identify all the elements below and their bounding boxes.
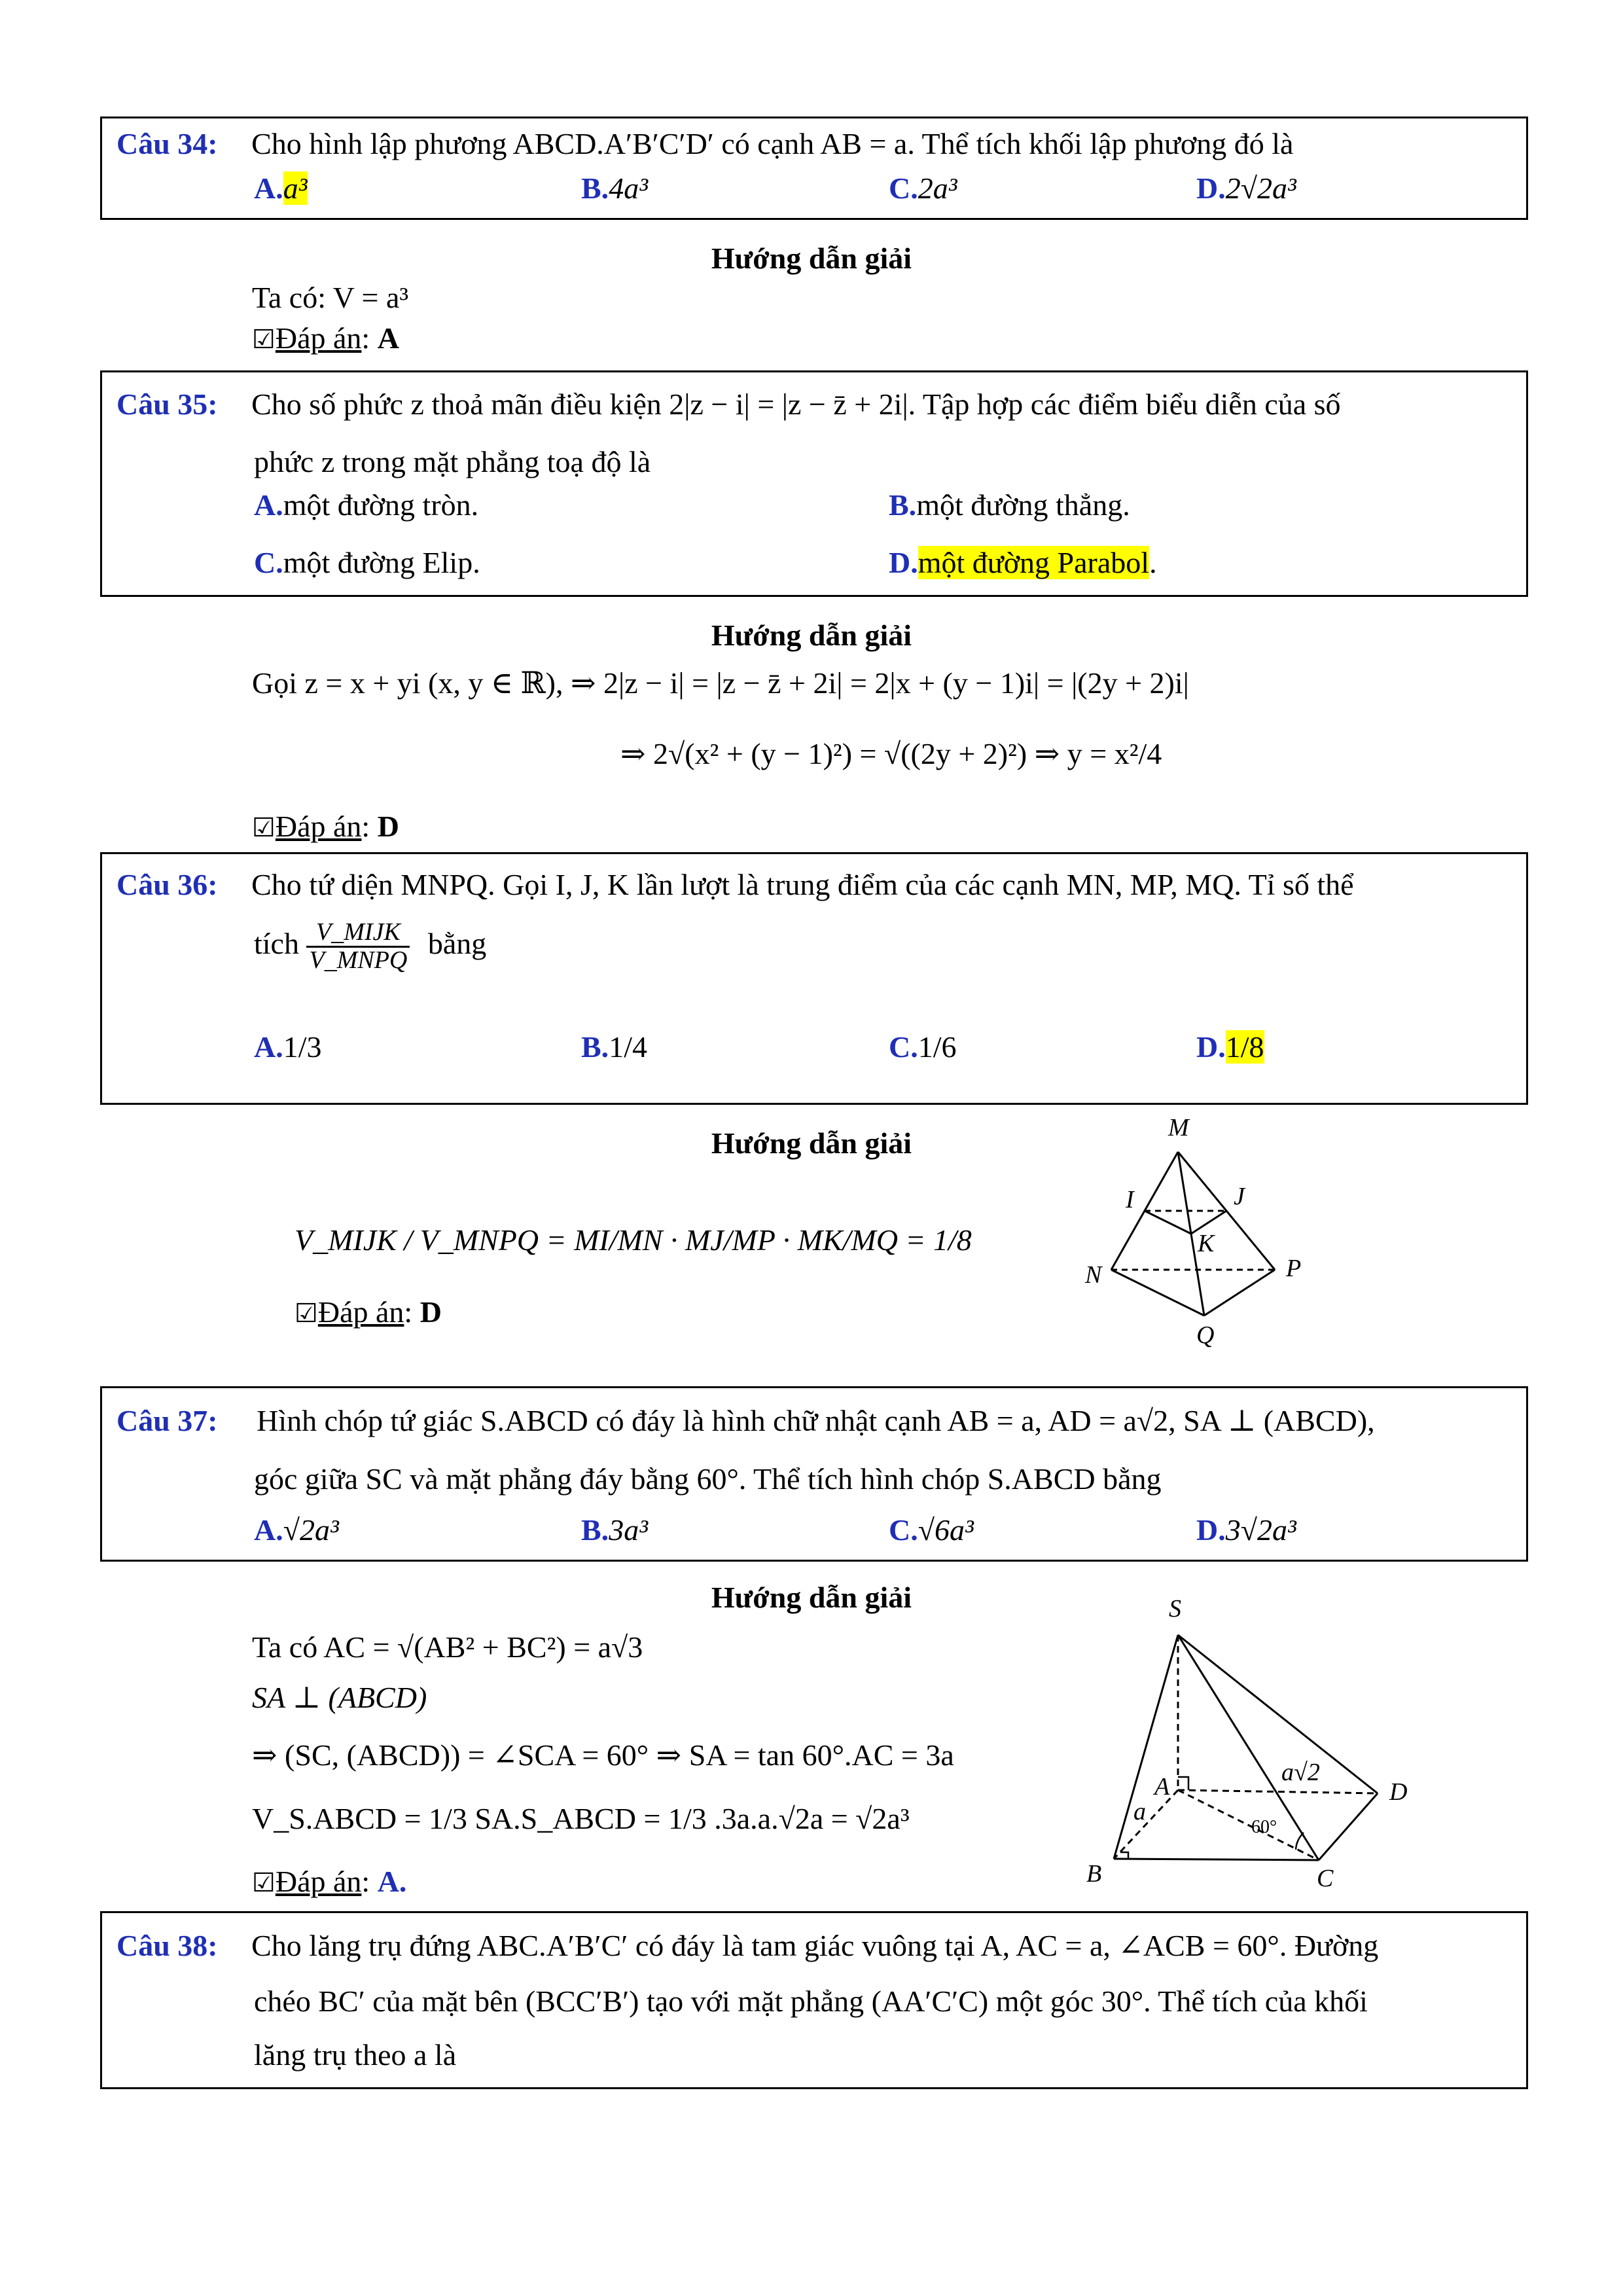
answer-prefix: Đáp án — [275, 321, 362, 355]
question-36-text-1: Cho tứ diện MNPQ. Gọi I, J, K lần lượt là trung điểm của các cạnh MN, MP, MQ. Tỉ số thể — [251, 868, 1354, 901]
q35-answer: ☑Đáp án: D — [252, 810, 399, 843]
q36-answer: ☑Đáp án: D — [294, 1295, 442, 1329]
option-letter: C. — [889, 1030, 918, 1064]
q37-solution-line-4: V_S.ABCD = 1/3 SA.S_ABCD = 1/3 .3a.a.√2a = √2a³ — [252, 1802, 910, 1835]
option-letter: B. — [581, 1513, 609, 1547]
question-36-line-1 — [116, 867, 1354, 902]
option-value: 2a³ — [918, 171, 957, 205]
question-36-text-pre: tích — [254, 926, 299, 960]
answer-prefix: Đáp án — [317, 1295, 404, 1329]
label-M: M — [1168, 1114, 1189, 1141]
checkbox-icon: ☑ — [294, 1299, 318, 1329]
option-value: 3√2a³ — [1225, 1513, 1296, 1547]
q35-solution-title: Hướng dẫn giải — [711, 619, 912, 652]
option-letter: D. — [1196, 1513, 1226, 1547]
option-value: 1/3 — [283, 1030, 322, 1064]
question-38-text-3: lăng trụ theo a là — [254, 2038, 457, 2072]
option-value-highlighted: 1/8 — [1225, 1030, 1264, 1064]
q36-option-a — [254, 1030, 322, 1064]
label-a-sqrt2: a√2 — [1281, 1759, 1320, 1786]
option-letter: D. — [1196, 171, 1226, 205]
checkbox-icon: ☑ — [252, 813, 276, 843]
edge-PQ — [1204, 1270, 1275, 1316]
q37-solution-line-1: Ta có AC = √(AB² + BC²) = a√3 — [252, 1630, 643, 1664]
q37-answer: ☑Đáp án: A. — [252, 1865, 407, 1898]
q37-option-b — [581, 1513, 648, 1547]
q34-answer: ☑Đáp án: A — [252, 321, 399, 355]
edge-IK — [1145, 1211, 1191, 1234]
answer-value: A. — [377, 1865, 407, 1898]
ratio-denominator: V_MNPQ — [309, 946, 408, 974]
question-38-box — [100, 1911, 1528, 2089]
option-letter: D. — [1196, 1030, 1226, 1064]
question-36-text-post: bằng — [427, 926, 487, 960]
option-letter: C. — [889, 1513, 918, 1547]
option-value: 1/6 — [918, 1030, 957, 1064]
question-36-label: Câu 36: — [116, 868, 218, 901]
option-value: một đường tròn. — [283, 488, 479, 522]
q36-option-b — [581, 1030, 647, 1064]
option-letter: B. — [581, 1030, 609, 1064]
option-value: √6a³ — [918, 1513, 974, 1547]
question-37-text-1: Hình chóp tứ giác S.ABCD có đáy là hình chữ nhật cạnh AB = a, AD = a√2, SA ⊥ (ABCD), — [257, 1404, 1375, 1437]
question-36-box — [100, 852, 1528, 1105]
label-S: S — [1169, 1595, 1181, 1623]
answer-prefix: Đáp án — [275, 810, 362, 843]
question-35-line-1 — [116, 387, 1341, 422]
checkbox-icon: ☑ — [252, 1868, 276, 1898]
q37-option-d — [1196, 1513, 1296, 1547]
label-D: D — [1389, 1778, 1408, 1806]
label-P: P — [1286, 1255, 1302, 1282]
edge-NQ — [1111, 1270, 1204, 1316]
question-38-line-1 — [116, 1928, 1378, 1963]
option-value: 2√2a³ — [1225, 171, 1296, 205]
label-A: A — [1154, 1773, 1170, 1801]
q35-option-c — [254, 545, 480, 580]
volume-ratio — [306, 920, 410, 974]
option-letter: A. — [254, 1030, 283, 1064]
edge-BC — [1114, 1859, 1319, 1860]
q35-option-d: D.một đường Parabol. — [889, 546, 1157, 579]
option-letter: C. — [254, 546, 283, 579]
q37-solution-line-2: SA ⊥ (ABCD) — [252, 1681, 427, 1714]
label-C: C — [1317, 1865, 1334, 1892]
q35-solution-line-1: Gọi z = x + yi (x, y ∈ ℝ), ⇒ 2|z − i| = |z − z̄ + 2i| = 2|x + (y − 1)i| = |(2y + 2)i| — [252, 666, 1189, 700]
q34-solution: Ta có: V = a³ — [252, 281, 409, 314]
option-letter: A. — [254, 171, 283, 205]
option-letter: B. — [581, 171, 609, 205]
option-value: 3a³ — [609, 1513, 648, 1547]
question-37-label: Câu 37: — [116, 1404, 218, 1437]
option-value-highlighted: a³ — [283, 171, 308, 205]
q37-solution-line-3: ⇒ (SC, (ABCD)) = ∠SCA = 60° ⇒ SA = tan 60°.AC = 3a — [252, 1738, 954, 1772]
option-value: √2a³ — [283, 1513, 339, 1547]
answer-value: A — [377, 321, 399, 355]
q36-option-c — [889, 1030, 957, 1064]
edge-SD — [1178, 1635, 1378, 1793]
answer-value: D — [419, 1295, 442, 1329]
option-letter: C. — [889, 171, 918, 205]
label-N: N — [1085, 1261, 1102, 1289]
q36-solution-title: Hướng dẫn giải — [711, 1126, 912, 1160]
edge-SC — [1178, 1635, 1319, 1860]
question-35-text-1: Cho số phức z thoả mãn điều kiện 2|z − i| = |z − z̄ + 2i|. Tập hợp các điểm biểu diễn của số — [251, 387, 1341, 421]
right-angle-mark-B — [1120, 1852, 1128, 1859]
question-38-text-1: Cho lăng trụ đứng ABC.A′B′C′ có đáy là tam giác vuông tại A, AC = a, ∠ACB = 60°. Đường — [251, 1929, 1379, 1962]
q36-solution: V_MIJK / V_MNPQ = MI/MN · MJ/MP · MK/MQ = 1/8 — [294, 1223, 972, 1257]
question-37-box — [100, 1386, 1528, 1562]
q36-option-d — [1196, 1030, 1264, 1064]
option-value: một đường Elip. — [283, 546, 480, 579]
option-value-highlighted: một đường Parabol — [918, 546, 1150, 579]
checkbox-icon: ☑ — [252, 325, 276, 355]
q37-solution-title: Hướng dẫn giải — [711, 1581, 912, 1614]
question-34-label: Câu 34: — [116, 127, 218, 160]
question-35-label: Câu 35: — [116, 387, 218, 421]
question-35-box — [100, 370, 1528, 597]
question-37-text-2: góc giữa SC và mặt phẳng đáy bằng 60°. Thể tích hình chóp S.ABCD bằng — [254, 1462, 1162, 1496]
right-angle-mark-A — [1178, 1777, 1188, 1790]
option-letter: B. — [889, 488, 917, 522]
label-60-degrees: 60° — [1251, 1817, 1277, 1837]
question-38-text-2: chéo BC′ của mặt bên (BCC′B′) tạo với mặt phẳng (AA′C′C) một góc 30°. Thể tích của khối — [254, 1984, 1368, 2018]
answer-prefix: Đáp án — [275, 1865, 362, 1898]
question-34-text: Cho hình lập phương ABCD.A′B′C′D′ có cạnh AB = a. Thể tích khối lập phương đó là — [251, 127, 1294, 160]
question-36-line-2 — [254, 920, 486, 974]
pyramid-figure — [1073, 1590, 1440, 1898]
tetrahedron-figure — [1060, 1113, 1335, 1361]
question-34-line — [116, 126, 1293, 161]
edge-CD — [1319, 1793, 1378, 1860]
option-letter: D. — [889, 546, 918, 579]
q34-option-d — [1196, 171, 1296, 206]
q37-option-c — [889, 1513, 974, 1547]
q35-solution-line-2: ⇒ 2√(x² + (y − 1)²) = √((2y + 2)²) ⇒ y = x²/4 — [620, 737, 1162, 770]
label-a: a — [1133, 1798, 1146, 1825]
q35-option-a — [254, 488, 478, 522]
label-I: I — [1126, 1186, 1134, 1213]
question-34-box — [100, 117, 1528, 220]
q34-option-a — [254, 171, 308, 206]
label-Q: Q — [1196, 1321, 1215, 1349]
q34-option-b — [581, 171, 648, 206]
question-37-line-1 — [116, 1403, 1375, 1438]
q34-option-c — [889, 171, 957, 206]
q37-option-a — [254, 1513, 339, 1547]
option-value: một đường thẳng. — [916, 488, 1130, 522]
label-K: K — [1198, 1230, 1215, 1257]
ratio-numerator: V_MIJK — [306, 920, 410, 948]
answer-value: D — [377, 810, 399, 843]
question-38-label: Câu 38: — [116, 1929, 218, 1962]
q34-solution-title: Hướng dẫn giải — [711, 242, 912, 275]
question-35-text-2: phức z trong mặt phẳng toạ độ là — [254, 445, 651, 478]
label-J: J — [1234, 1183, 1245, 1210]
option-value: 1/4 — [609, 1030, 647, 1064]
option-letter: A. — [254, 488, 283, 522]
option-letter: A. — [254, 1513, 283, 1547]
label-B: B — [1086, 1860, 1102, 1888]
q35-option-b — [889, 488, 1130, 522]
option-value: 4a³ — [609, 171, 648, 205]
